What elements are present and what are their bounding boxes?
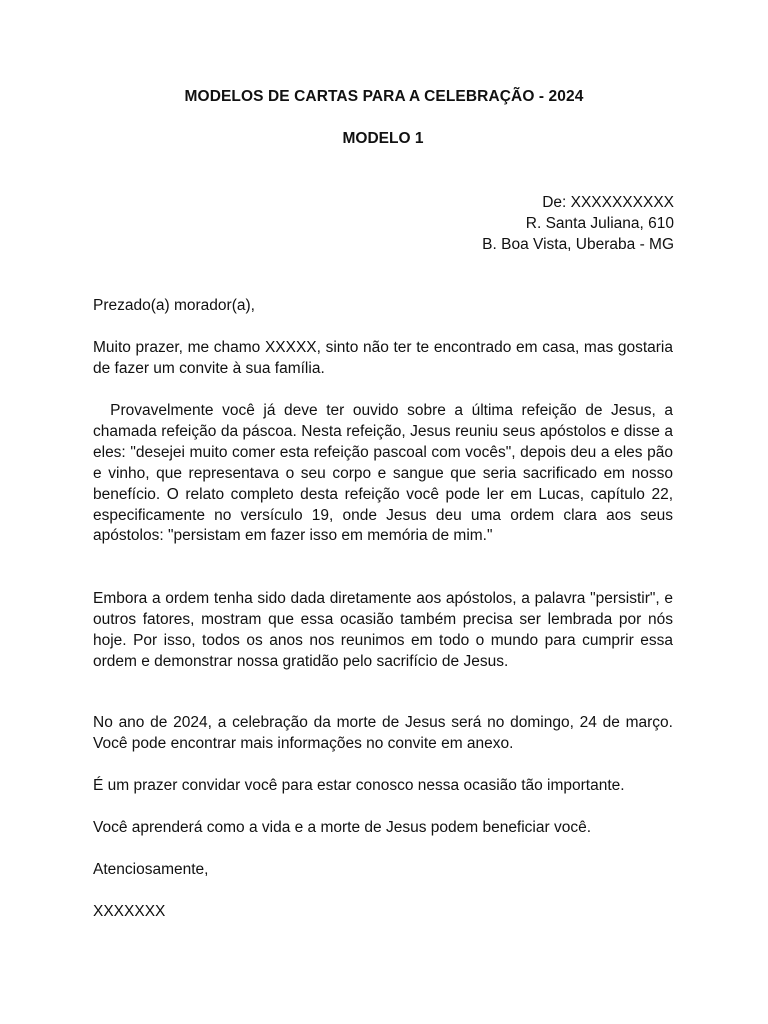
document-subtitle: MODELO 1 bbox=[342, 130, 424, 147]
document-title: MODELOS DE CARTAS PARA A CELEBRAÇÃO - 2024 bbox=[184, 88, 584, 105]
letter-paragraph-benefit: Você aprenderá como a vida e a morte de Jesus podem beneficiar você. bbox=[93, 819, 592, 836]
letter-paragraph-passover bbox=[93, 401, 673, 547]
letter-paragraph-date: No ano de 2024, a celebração da morte de Jesus será no domingo, 24 de março. Você pode encontrar mais informações no convite em anexo. bbox=[93, 714, 673, 752]
letter-greeting: Prezado(a) morador(a), bbox=[93, 297, 255, 314]
letter-signature: XXXXXXX bbox=[93, 903, 166, 920]
sender-city: B. Boa Vista, Uberaba - MG bbox=[482, 236, 674, 253]
letter-closing: Atenciosamente, bbox=[93, 861, 209, 878]
letter-paragraph-command: Embora a ordem tenha sido dada diretamente aos apóstolos, a palavra "persistir", e outros fatores, mostram que essa ocasião também precisa ser lembrada por nós hoje. Por isso, todos os anos nos reunimos em todo o mundo para cumprir essa ordem e demonstrar nossa gratidão pelo sacrifício de Jesus. bbox=[93, 590, 673, 670]
letter-paragraph-intro: Muito prazer, me chamo XXXXX, sinto não ter te encontrado em casa, mas gostaria de fazer um convite à sua família. bbox=[93, 339, 673, 377]
sender-address-block bbox=[482, 192, 674, 255]
letter-paragraph-invitation: É um prazer convidar você para estar conosco nessa ocasião tão importante. bbox=[93, 777, 625, 794]
sender-name: De: XXXXXXXXXX bbox=[542, 194, 674, 211]
letter-paragraph-passover-text: Provavelmente você já deve ter ouvido sobre a última refeição de Jesus, a chamada refeição da páscoa. Nesta refeição, Jesus reuniu seus apóstolos e disse a eles: "desejei muito comer esta refeição pascoal com vocês", depois deu a eles pão e vinho, que representava o seu corpo e sangue que seria sacrificado em nosso benefício. O relato completo desta refeição você pode ler em Lucas, capítulo 22, especificamente no versículo 19, onde Jesus deu uma ordem clara aos seus apóstolos: "persistam em fazer isso em memória de mim." bbox=[93, 402, 674, 545]
sender-street: R. Santa Juliana, 610 bbox=[525, 215, 674, 232]
